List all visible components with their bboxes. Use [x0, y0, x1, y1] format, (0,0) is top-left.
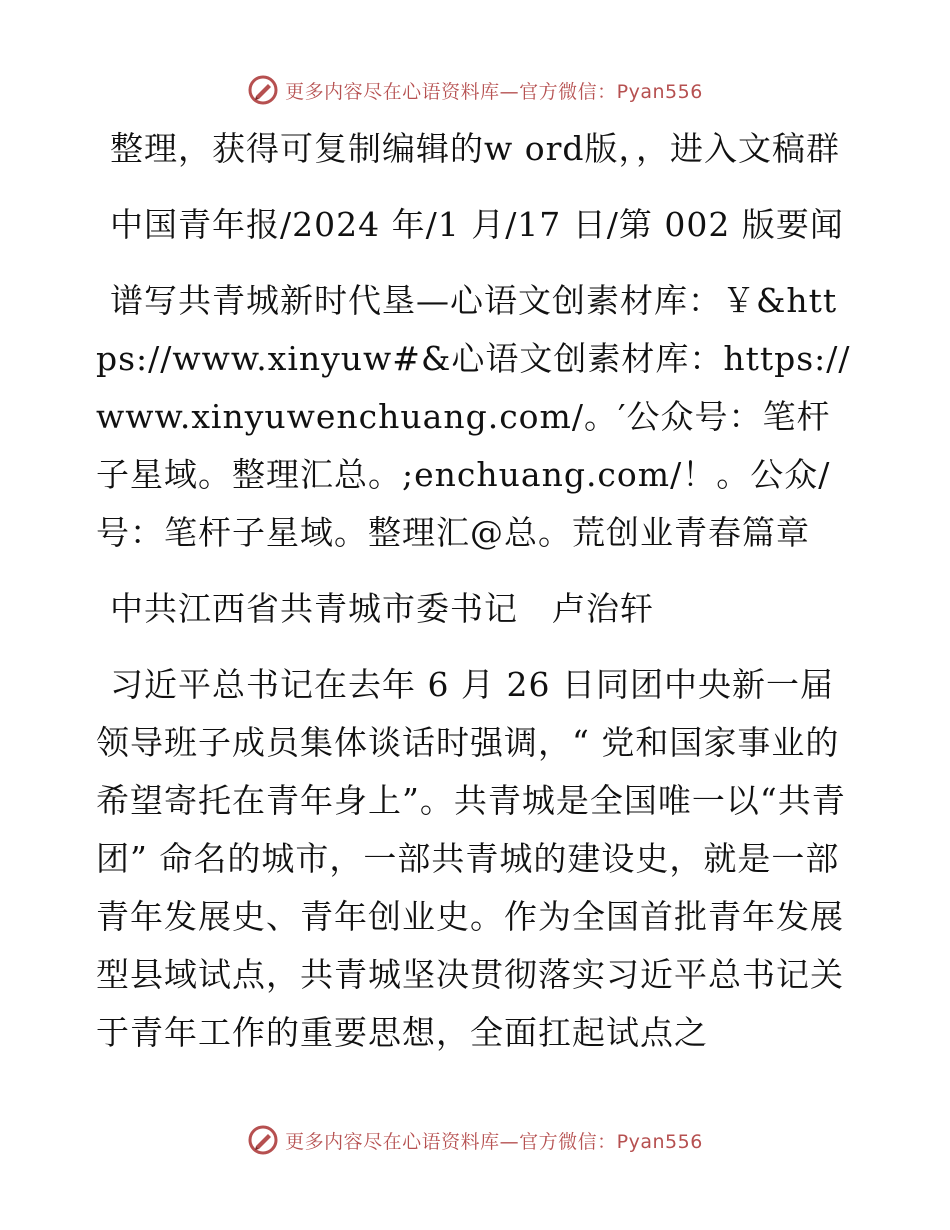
- document-body: [96, 120, 856, 1062]
- body-paragraph: 习近平总书记在去年 6 月 26 日同团中央新一届领导班子成员集体谈话时强调，“ 党和国家事业的希望寄托在青年身上”。共青城是全国唯一以“共青团” 命名的城市，一部共青城的建设史，就是一部青年发展史、青年创业史。作为全国首批青年发展型县域试点，共青城坚决贯彻落实习近平总书记关于青年工作的重要思想，全面扛起试点之: [96, 665, 846, 1052]
- source-line: 中国青年报/2024 年/1 月/17 日/第 002 版要闻: [110, 205, 844, 244]
- watermark-text: 更多内容尽在心语资料库—官方微信：Pyan556: [285, 1130, 703, 1153]
- pen-logo-icon: [247, 1124, 279, 1156]
- article-title: 谱写共青城新时代垦—心语文创素材库：￥&https://www.xinyuw#&心语文创素材库：https://www.xinyuwenchuang.com/。′公众号：笔杆子星域。整理汇总。;enchuang.com/！。公众/号：笔杆子星域。整理汇@总。荒创业青春篇章: [96, 281, 851, 552]
- watermark-text: 更多内容尽在心语资料库—官方微信：Pyan556: [285, 80, 703, 103]
- watermark-footer: [0, 1120, 950, 1160]
- watermark-header: [0, 70, 950, 110]
- pen-logo-icon: [247, 74, 279, 106]
- author-line: 中共江西省共青城市委书记 卢治轩: [110, 589, 654, 628]
- intro-paragraph: 整理，获得可复制编辑的w ord版，，进入文稿群: [110, 129, 841, 168]
